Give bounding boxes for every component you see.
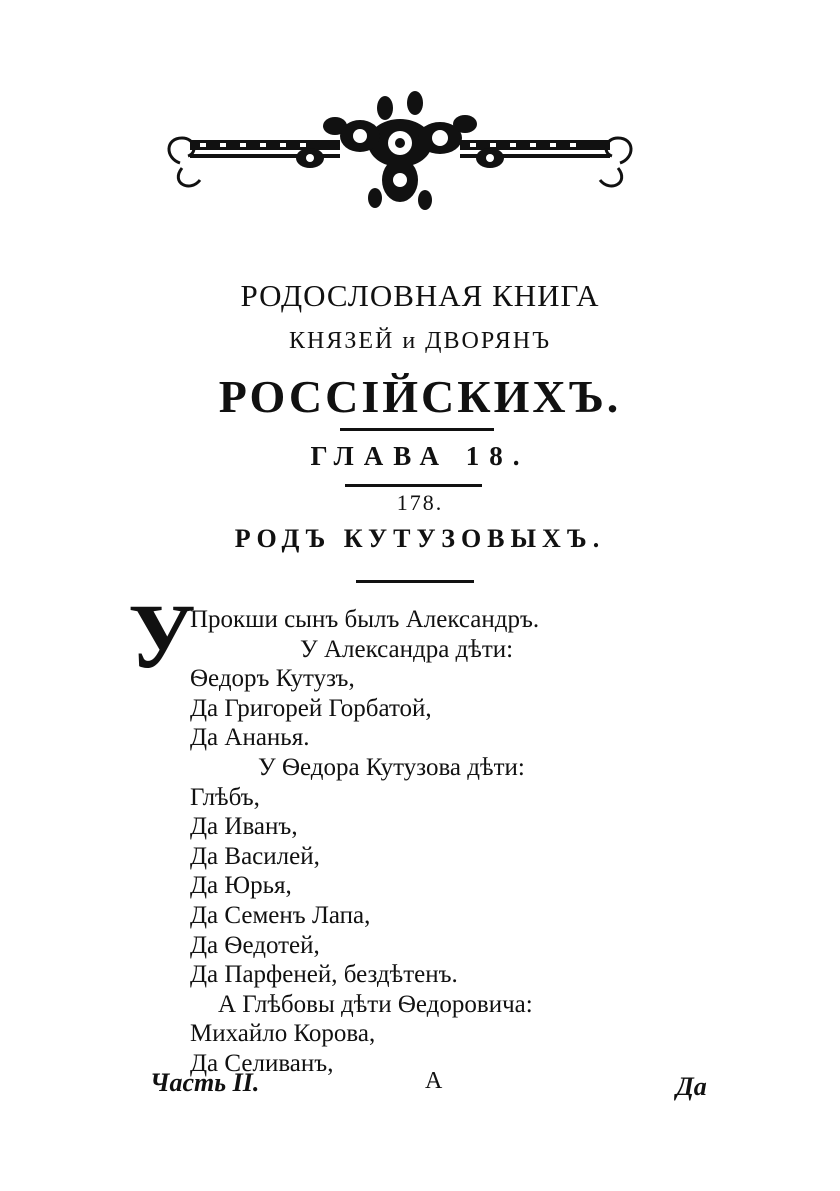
text-line: Михайло Корова, — [190, 1020, 376, 1048]
divider-rule — [340, 428, 494, 431]
text-line: Прокши сынъ былъ Александръ. — [190, 606, 540, 633]
family-heading: РОДЪ КУТУЗОВЫХЪ. — [234, 524, 606, 553]
divider-rule — [345, 484, 482, 487]
footer-part-label: Часть II. — [150, 1068, 260, 1097]
text-line: Да Иванъ, — [190, 813, 298, 841]
text-line: У Александра дѣти: — [300, 635, 514, 663]
drop-cap: У — [128, 585, 196, 687]
text-line: Да Парфеней, бездѣтенъ. — [190, 961, 458, 989]
footer-signature: А — [425, 1068, 443, 1094]
page-number: 178. — [396, 490, 444, 515]
book-title-main: РОССІЙСКИХЪ. — [218, 371, 622, 422]
text-line: Да Ананья. — [190, 724, 310, 752]
chapter-heading: ГЛАВА 18. — [310, 441, 530, 471]
text-line: Да Григорей Горбатой, — [190, 694, 432, 722]
text-line: Да Ѳедотей, — [190, 931, 320, 959]
footer-catchword: Да — [676, 1072, 707, 1101]
text-line: Да Семенъ Лапа, — [190, 902, 371, 929]
text-line: Да Селиванъ, — [190, 1050, 334, 1077]
text-line: А Глѣбовы дѣти Ѳедоровича: — [218, 990, 533, 1018]
text-line: Ѳедоръ Кутузъ, — [190, 665, 355, 693]
text-line: Да Юрья, — [190, 872, 292, 900]
text-line: Да Василей, — [190, 842, 320, 870]
book-subtitle: КНЯЗЕЙ и ДВОРЯНЪ — [288, 328, 552, 354]
text-line: У Ѳедора Кутузова дѣти: — [258, 754, 525, 781]
book-title: РОДОСЛОВНАЯ КНИГА — [240, 278, 600, 313]
text-line: Глѣбъ, — [190, 783, 260, 811]
floral-ornament — [160, 88, 640, 218]
divider-rule — [356, 580, 474, 583]
